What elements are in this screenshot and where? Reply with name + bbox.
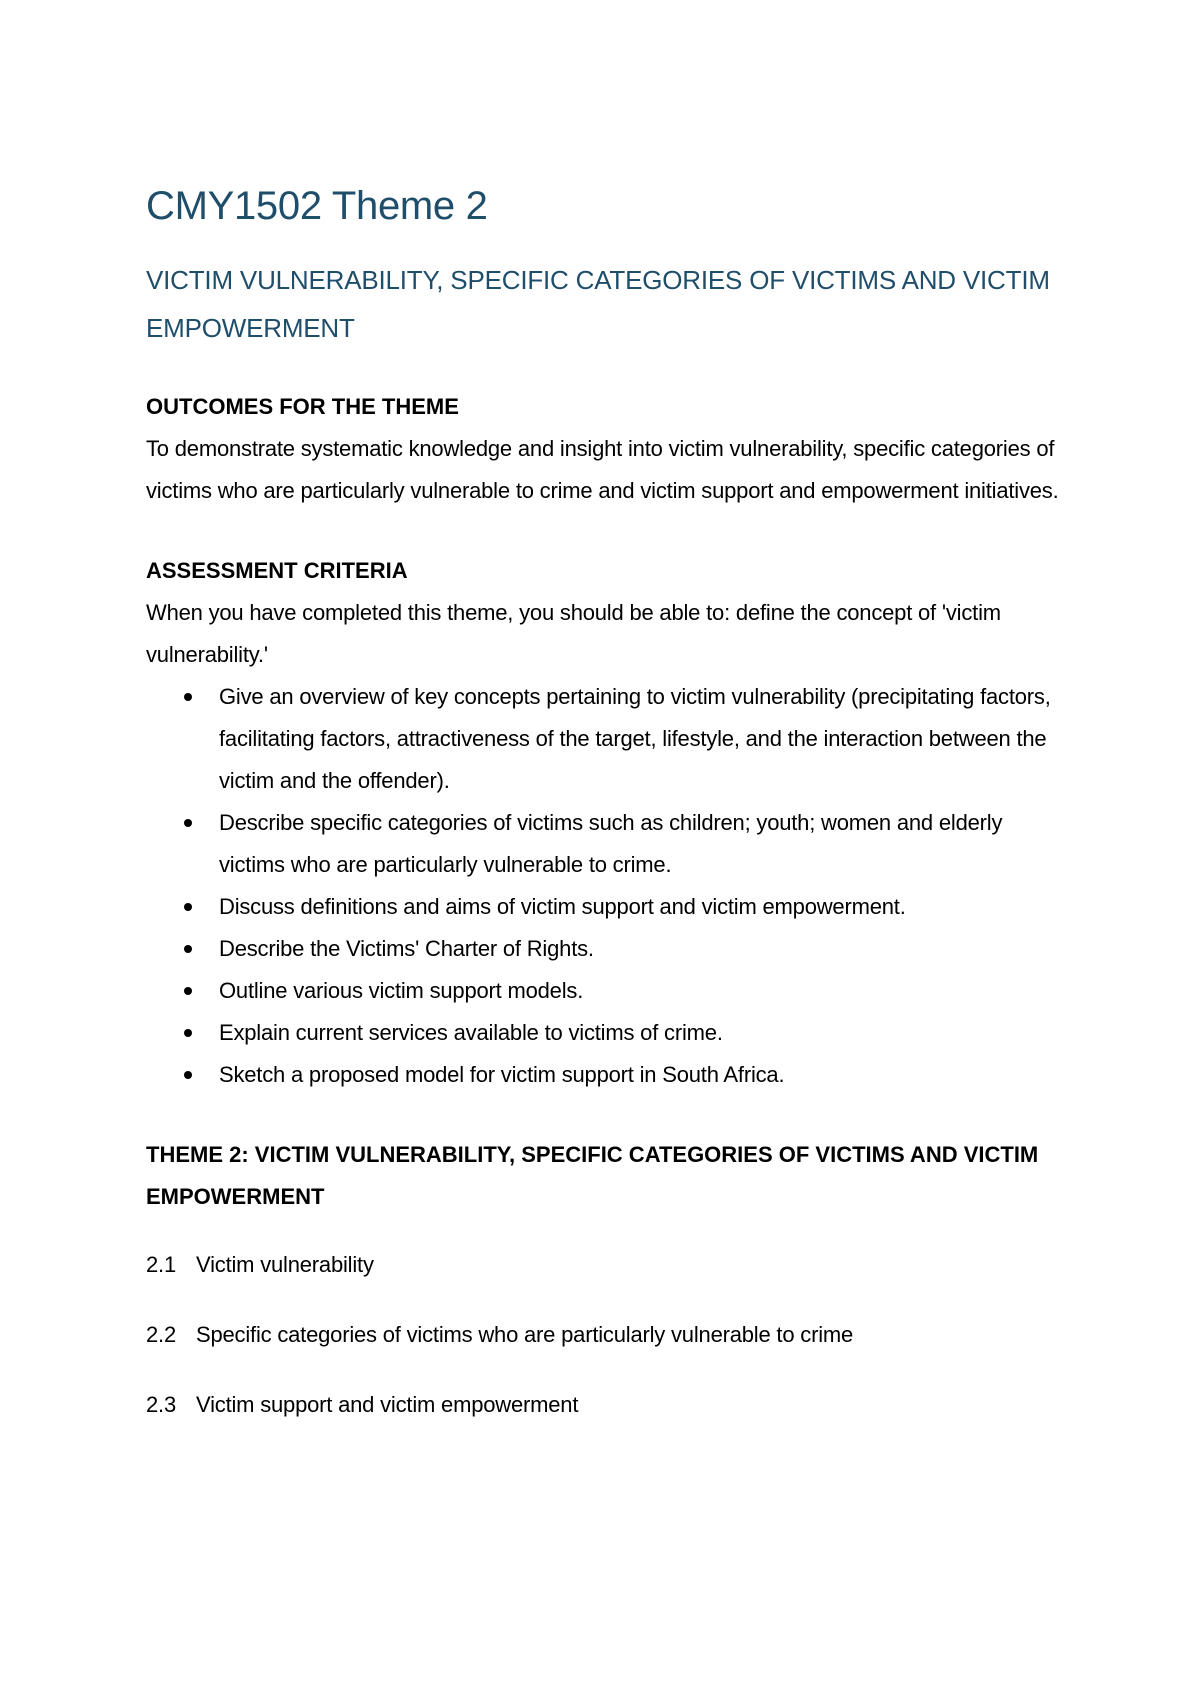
- criteria-item-text: Explain current services available to victims of crime.: [219, 1020, 723, 1045]
- subsection-item: [146, 1384, 1066, 1426]
- subsection-label: Victim support and victim empowerment: [196, 1392, 579, 1417]
- theme-heading: THEME 2: VICTIM VULNERABILITY, SPECIFIC CATEGORIES OF VICTIMS AND VICTIM EMPOWERMENT: [146, 1142, 1039, 1209]
- bullet-icon: [184, 1029, 192, 1037]
- criteria-item-text: Describe the Victims' Charter of Rights.: [219, 936, 594, 961]
- subsection-label: Victim vulnerability: [196, 1252, 374, 1277]
- outcomes-text: To demonstrate systematic knowledge and insight into victim vulnerability, specific categories of victims who are particularly vulnerable to crime and victim support and empowerment initiatives.: [146, 436, 1059, 503]
- document-subtitle: VICTIM VULNERABILITY, SPECIFIC CATEGORIES OF VICTIMS AND VICTIM EMPOWERMENT: [146, 265, 1050, 343]
- assessment-intro: When you have completed this theme, you should be able to: define the concept of 'victim vulnerability.': [146, 600, 1001, 667]
- assessment-criteria-list: [146, 676, 1066, 1096]
- bullet-icon: [184, 903, 192, 911]
- document-content: [146, 180, 1066, 1454]
- subsection-number: 2.1: [146, 1252, 176, 1277]
- bullet-icon: [184, 693, 192, 701]
- criteria-item: [146, 928, 1066, 970]
- bullet-icon: [184, 819, 192, 827]
- subsection-item: [146, 1314, 1066, 1356]
- bullet-icon: [184, 987, 192, 995]
- subsection-item: [146, 1244, 1066, 1286]
- outcomes-heading: OUTCOMES FOR THE THEME: [146, 394, 459, 419]
- bullet-icon: [184, 1071, 192, 1079]
- bullet-icon: [184, 945, 192, 953]
- assessment-section: [146, 550, 1066, 1096]
- criteria-item-text: Outline various victim support models.: [219, 978, 584, 1003]
- criteria-item-text: Discuss definitions and aims of victim support and victim empowerment.: [219, 894, 906, 919]
- criteria-item: [146, 970, 1066, 1012]
- criteria-item: [146, 802, 1066, 886]
- criteria-item-text: Describe specific categories of victims such as children; youth; women and elderly victims who are particularly vulnerable to crime.: [219, 810, 1003, 877]
- document-title: CMY1502 Theme 2: [146, 184, 488, 228]
- subsection-label: Specific categories of victims who are particularly vulnerable to crime: [196, 1322, 854, 1347]
- outcomes-section: [146, 386, 1066, 512]
- assessment-heading: ASSESSMENT CRITERIA: [146, 558, 408, 583]
- criteria-item: [146, 1054, 1066, 1096]
- criteria-item-text: Sketch a proposed model for victim support in South Africa.: [219, 1062, 785, 1087]
- criteria-item: [146, 886, 1066, 928]
- criteria-item-text: Give an overview of key concepts pertaining to victim vulnerability (precipitating factors, facilitating factors, attractiveness of the target, lifestyle, and the interaction between the victim and the offender).: [219, 684, 1051, 793]
- criteria-item: [146, 1012, 1066, 1054]
- subsection-number: 2.2: [146, 1322, 176, 1347]
- criteria-item: [146, 676, 1066, 802]
- subsection-number: 2.3: [146, 1392, 176, 1417]
